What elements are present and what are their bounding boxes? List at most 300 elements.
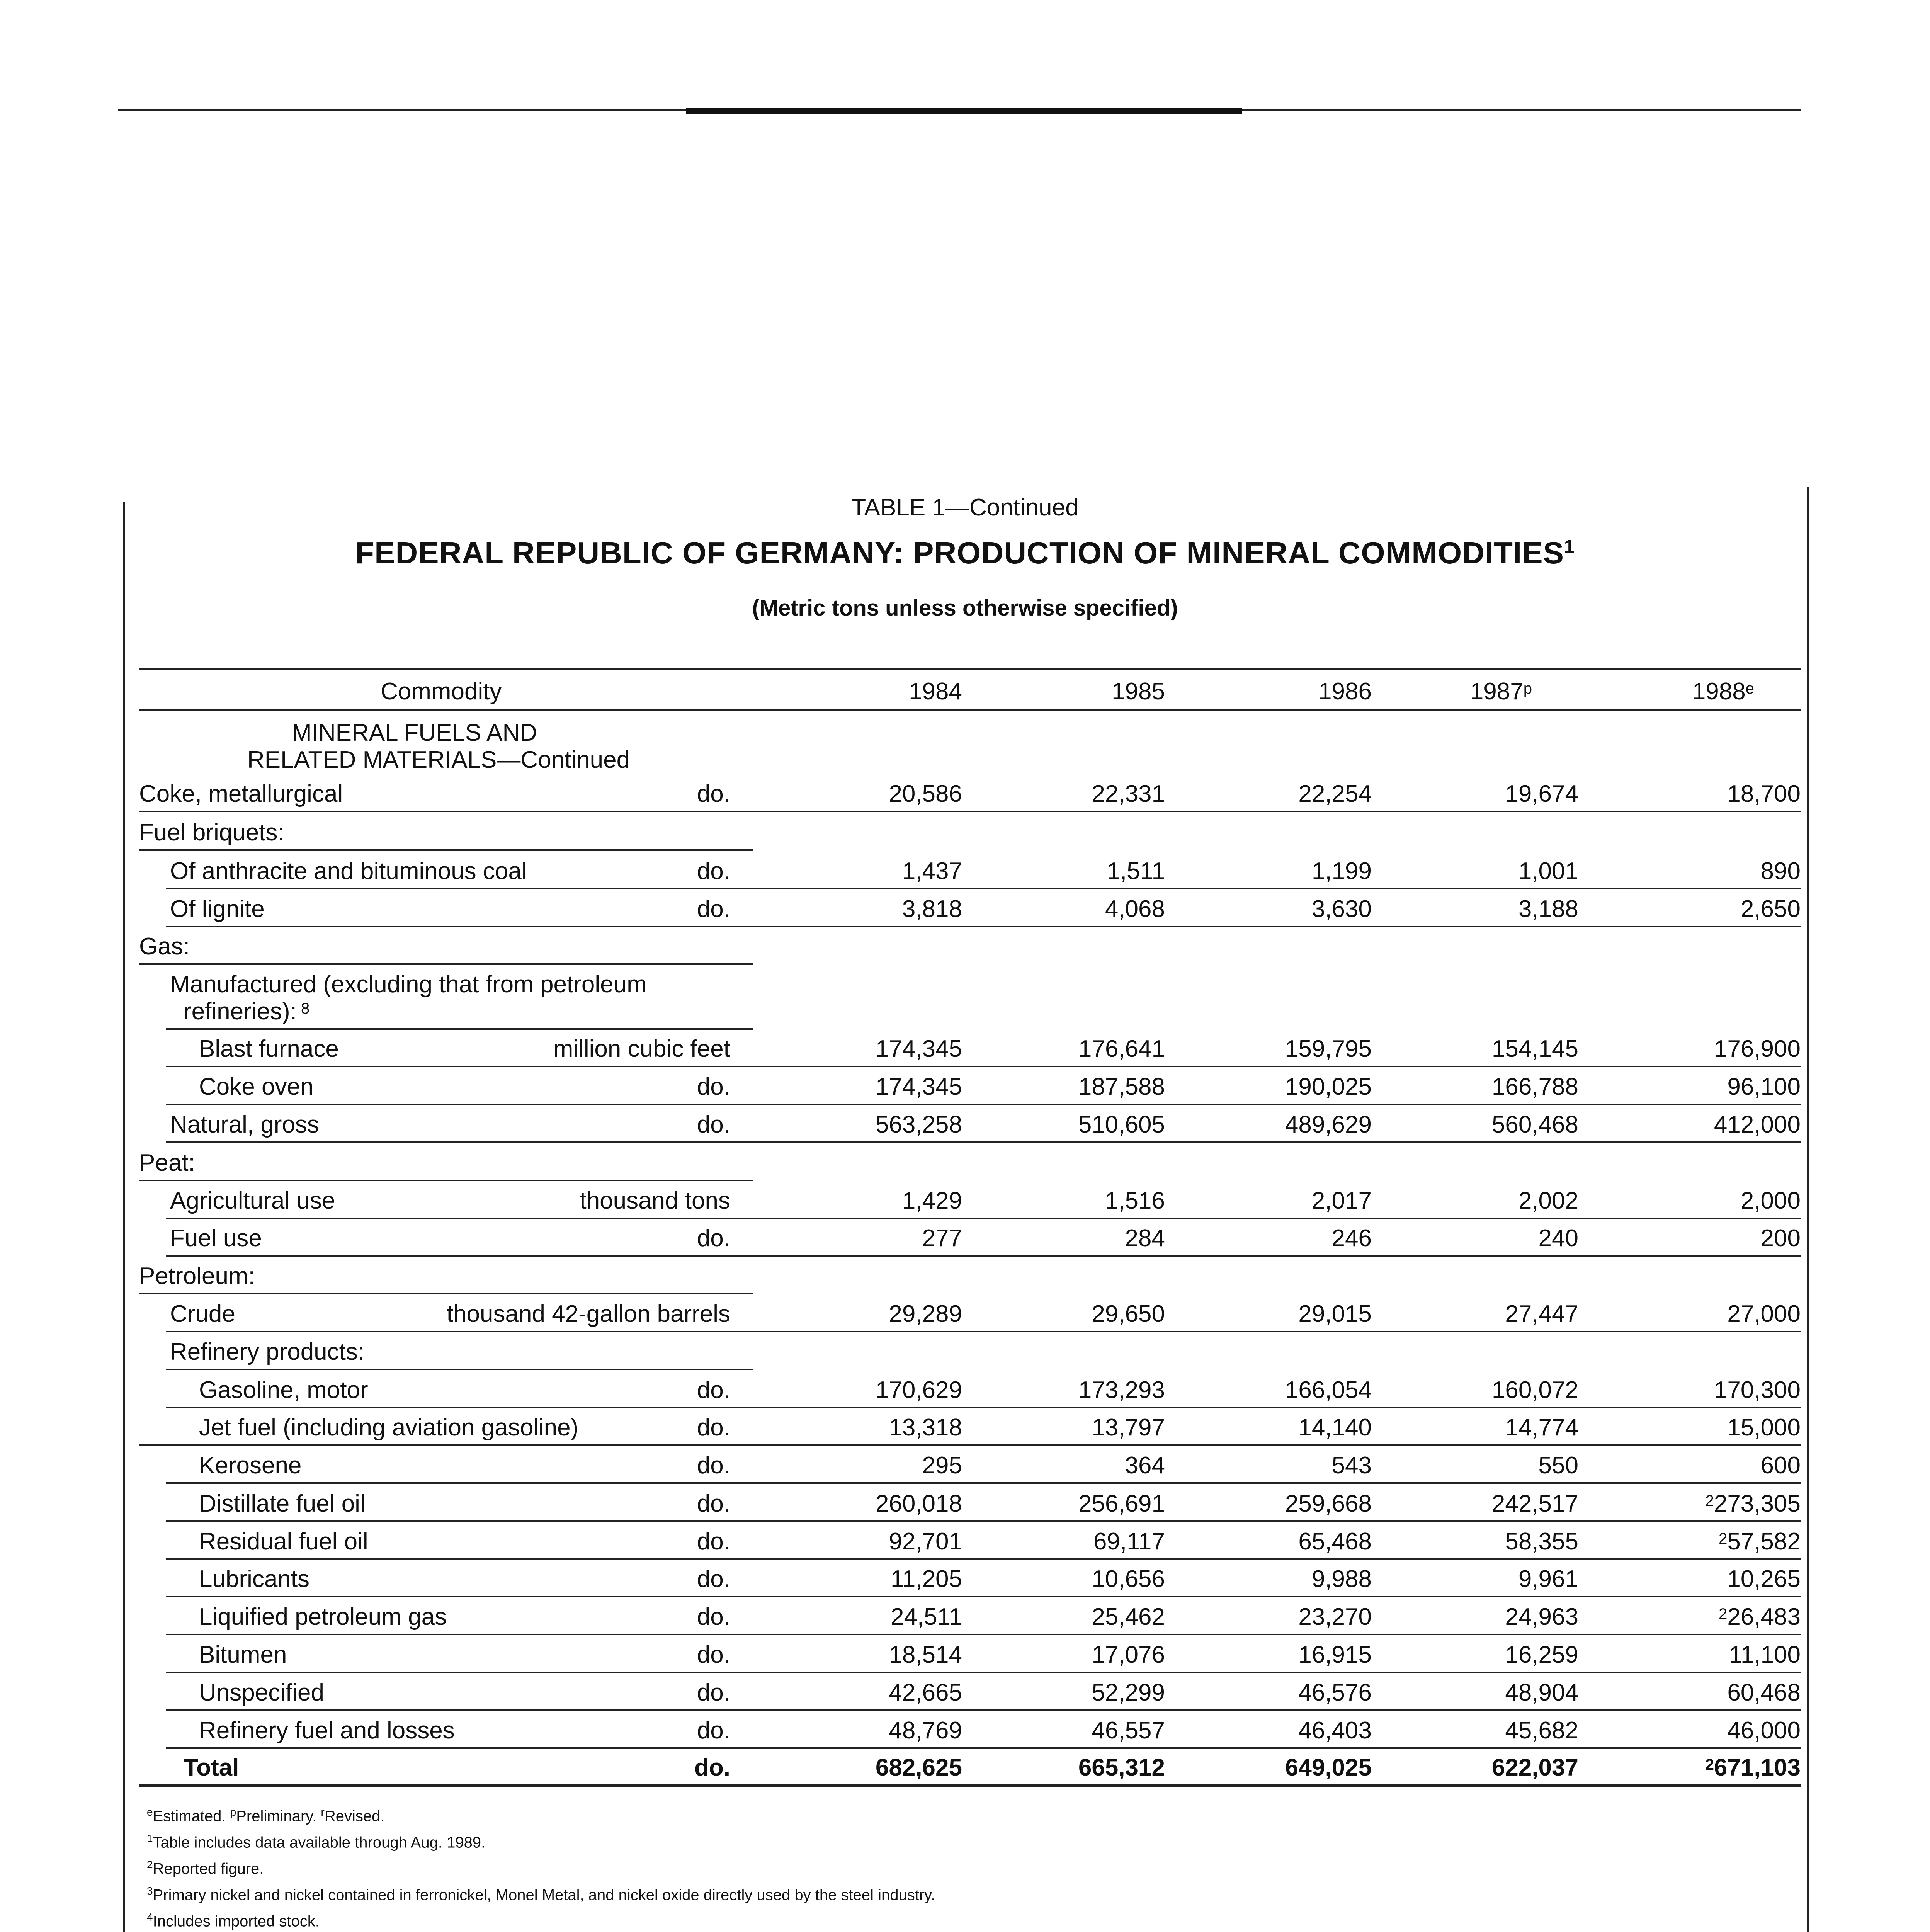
row-label	[199, 1452, 301, 1479]
cell-value	[1209, 1187, 1372, 1214]
footnote-text: Includes imported stock.	[153, 1913, 320, 1930]
cell-value	[1638, 1452, 1801, 1479]
cell-value-text: 671,103	[1714, 1754, 1801, 1781]
cell-value	[1416, 1754, 1578, 1781]
cell-value-text: 622,037	[1491, 1754, 1578, 1781]
cell-value	[1209, 858, 1372, 885]
row-rule	[166, 1520, 1801, 1522]
footnote-text: Preliminary.	[236, 1808, 321, 1825]
footnote-text: Primary nickel and nickel contained in ferronickel, Monel Metal, and nickel oxide directly used by the steel industry.	[153, 1886, 935, 1904]
cell-value-text: 166,788	[1491, 1073, 1578, 1100]
cell-value-text: 46,576	[1298, 1679, 1372, 1706]
row-rule	[166, 1331, 1801, 1332]
row-rule	[166, 1558, 1801, 1560]
cell-value	[1416, 1566, 1578, 1593]
row-rule	[166, 926, 1801, 927]
row-unit: thousand 42-gallon barrels	[446, 1301, 730, 1327]
cell-value-text: 260,018	[875, 1490, 962, 1517]
cell-value	[1638, 1225, 1801, 1252]
cell-value-text: 277	[922, 1225, 962, 1252]
cell-value-text: 600	[1760, 1452, 1801, 1479]
row-rule	[166, 1141, 1801, 1143]
year-header	[800, 678, 962, 705]
year-header-text: 1986	[1318, 678, 1372, 705]
footnote-mark: 2	[1719, 1605, 1728, 1622]
cell-value-text: 890	[1760, 858, 1801, 884]
year-status-mark: e	[1745, 680, 1754, 697]
cell-value-text: 58,355	[1505, 1528, 1578, 1555]
footnote-mark: 1	[147, 1832, 153, 1844]
row-rule	[139, 1293, 753, 1294]
cell-value	[800, 1528, 962, 1555]
row-label	[170, 1111, 319, 1138]
cell-value	[1209, 1528, 1372, 1555]
cell-value	[1416, 1414, 1578, 1441]
cell-value-text: 17,076	[1092, 1641, 1165, 1668]
cell-value	[1003, 1604, 1165, 1631]
footnote-text: Table includes data available through Aug. 1989.	[153, 1834, 486, 1851]
cell-value	[1003, 1566, 1165, 1593]
cell-value-text: 154,145	[1491, 1036, 1578, 1062]
cell-value	[800, 1036, 962, 1063]
cell-value	[1003, 1754, 1165, 1781]
cell-value	[1638, 1528, 1801, 1555]
row-rule	[166, 1066, 1801, 1067]
cell-value	[1209, 1377, 1372, 1404]
cell-value-text: 9,988	[1311, 1566, 1372, 1592]
cell-value	[1209, 1717, 1372, 1744]
cell-value-text: 174,345	[875, 1036, 962, 1062]
cell-value	[1209, 1641, 1372, 1668]
cell-value-text: 246	[1331, 1225, 1372, 1252]
row-unit: million cubic feet	[553, 1036, 730, 1062]
row-label-text: Crude	[170, 1301, 235, 1327]
cell-value-text: 92,701	[889, 1528, 962, 1555]
cell-value-text: 19,674	[1505, 781, 1578, 807]
year-status-mark: p	[1523, 680, 1532, 697]
row-rule	[166, 1255, 1801, 1257]
cell-value	[1416, 1528, 1578, 1555]
cell-value	[800, 1490, 962, 1517]
cell-value	[1638, 1111, 1801, 1138]
cell-value	[1638, 1754, 1801, 1781]
cell-value	[1416, 1111, 1578, 1138]
cell-value-text: 46,557	[1092, 1717, 1165, 1744]
cell-value-text: 27,447	[1505, 1301, 1578, 1327]
cell-value-text: 2,017	[1311, 1187, 1372, 1214]
row-label	[139, 1150, 195, 1177]
row-unit: do.	[697, 1377, 730, 1403]
cell-value-text: 46,000	[1727, 1717, 1801, 1744]
row-unit: do.	[697, 1073, 730, 1100]
row-label-text: Residual fuel oil	[199, 1528, 368, 1555]
cell-value-text: 412,000	[1714, 1111, 1801, 1138]
cell-value-text: 29,289	[889, 1301, 962, 1327]
cell-value-text: 14,140	[1298, 1414, 1372, 1441]
cell-value-text: 10,265	[1727, 1566, 1801, 1592]
row-label-text: Of lignite	[170, 896, 265, 922]
left-margin-line	[123, 502, 125, 1932]
row-label-text: Fuel briquets:	[139, 819, 284, 846]
cell-value	[800, 1111, 962, 1138]
row-rule	[166, 1596, 1801, 1597]
cell-value-text: 46,403	[1298, 1717, 1372, 1744]
cell-value	[1003, 1187, 1165, 1214]
cell-value	[1416, 781, 1578, 808]
row-label	[199, 1036, 339, 1063]
cell-value	[800, 1604, 962, 1631]
row-label-text: Agricultural use	[170, 1187, 335, 1214]
row-label-text: Coke, metallurgical	[139, 781, 343, 807]
cell-value-text: 240	[1538, 1225, 1578, 1252]
cell-value-text: 96,100	[1727, 1073, 1801, 1100]
cell-value	[1003, 1301, 1165, 1328]
row-label	[199, 1073, 313, 1100]
cell-value-text: 60,468	[1727, 1679, 1801, 1706]
cell-value	[1003, 1490, 1165, 1517]
row-unit: do.	[697, 1490, 730, 1517]
row-rule	[166, 1104, 1801, 1105]
row-unit: do.	[697, 1225, 730, 1252]
row-unit: do.	[697, 1414, 730, 1441]
cell-value-text: 11,100	[1729, 1641, 1801, 1668]
cell-value-text: 24,511	[890, 1604, 962, 1630]
cell-value	[1416, 1377, 1578, 1404]
row-label	[199, 1641, 287, 1668]
row-rule	[166, 1634, 1801, 1635]
cell-value	[1638, 1414, 1801, 1441]
cell-value-text: 26,483	[1727, 1604, 1801, 1630]
table-title	[0, 535, 1930, 571]
footnote-mark: 8	[296, 1000, 310, 1017]
row-unit: do.	[697, 1566, 730, 1592]
row-label-text: Unspecified	[199, 1679, 324, 1706]
cell-value	[1209, 1604, 1372, 1631]
cell-value-text: 18,700	[1727, 781, 1801, 807]
footnote	[147, 1908, 320, 1931]
cell-value	[800, 1754, 962, 1781]
row-label-text: Petroleum:	[139, 1263, 255, 1289]
row-label-text: refineries):	[184, 998, 297, 1025]
cell-value	[1638, 1641, 1801, 1668]
cell-value-text: 23,270	[1298, 1604, 1372, 1630]
row-label	[199, 1377, 368, 1404]
cell-value	[800, 1187, 962, 1214]
row-unit: do.	[697, 781, 730, 807]
row-rule	[166, 1028, 753, 1030]
row-label	[170, 1338, 364, 1366]
cell-value	[1209, 1452, 1372, 1479]
cell-value-text: 560,468	[1491, 1111, 1578, 1138]
year-header-text: 1987	[1470, 678, 1524, 705]
table-title-text: FEDERAL REPUBLIC OF GERMANY: PRODUCTION OF MINERAL COMMODITIES	[355, 536, 1564, 570]
row-label	[199, 1490, 366, 1517]
cell-value	[1003, 858, 1165, 885]
cell-value-text: 563,258	[875, 1111, 962, 1138]
cell-value-text: 65,468	[1298, 1528, 1372, 1555]
cell-value-text: 42,665	[889, 1679, 962, 1706]
row-label	[170, 1301, 235, 1328]
cell-value	[800, 1377, 962, 1404]
cell-value	[1638, 781, 1801, 808]
cell-value	[1003, 1111, 1165, 1138]
cell-value-text: 24,963	[1505, 1604, 1578, 1630]
row-rule	[139, 1180, 753, 1181]
cell-value-text: 22,254	[1298, 781, 1372, 807]
row-unit: do.	[697, 896, 730, 922]
cell-value-text: 3,818	[902, 896, 962, 922]
footnote	[147, 1881, 935, 1905]
cell-value	[800, 1679, 962, 1706]
header-top-rule	[139, 668, 1801, 670]
cell-value	[1416, 858, 1578, 885]
cell-value	[800, 1301, 962, 1328]
row-rule	[166, 1407, 1801, 1408]
cell-value	[1638, 1490, 1801, 1517]
row-label	[199, 1528, 368, 1555]
cell-value-text: 160,072	[1491, 1377, 1578, 1403]
cell-value	[1416, 1604, 1578, 1631]
row-label-text: Coke oven	[199, 1073, 314, 1100]
cell-value	[1003, 1377, 1165, 1404]
row-unit: do.	[697, 1452, 730, 1479]
row-unit: do.	[697, 1679, 730, 1706]
cell-value	[1638, 1301, 1801, 1328]
year-header-text: 1984	[909, 678, 962, 705]
cell-value	[1003, 1717, 1165, 1744]
cell-value	[1209, 1111, 1372, 1138]
footnote-mark: 2	[1705, 1492, 1714, 1509]
footnote-mark: p	[230, 1806, 236, 1818]
row-label-text: Gas:	[139, 933, 190, 960]
year-header	[1370, 678, 1532, 705]
cell-value	[1638, 1073, 1801, 1100]
cell-value	[1416, 1490, 1578, 1517]
cell-value-text: 284	[1125, 1225, 1165, 1252]
cell-value-text: 29,015	[1298, 1301, 1372, 1327]
cell-value-text: 2,650	[1740, 896, 1801, 922]
row-label	[170, 1225, 262, 1252]
cell-value-text: 170,629	[875, 1377, 962, 1403]
row-label-text: Gasoline, motor	[199, 1377, 368, 1403]
year-header	[1003, 678, 1165, 705]
row-label	[170, 1187, 335, 1214]
cell-value-text: 15,000	[1727, 1414, 1801, 1441]
cell-value-text: 174,345	[875, 1073, 962, 1100]
cell-value-text: 159,795	[1285, 1036, 1372, 1062]
cell-value-text: 4,068	[1105, 896, 1165, 922]
cell-value	[1003, 1225, 1165, 1252]
footnote-mark: 3	[147, 1885, 153, 1897]
cell-value	[1003, 1641, 1165, 1668]
cell-value-text: 22,331	[1092, 781, 1165, 807]
cell-value-text: 57,582	[1727, 1528, 1801, 1555]
row-label	[184, 1754, 239, 1781]
cell-value	[1416, 1073, 1578, 1100]
cell-value	[1003, 1452, 1165, 1479]
cell-value	[800, 1225, 962, 1252]
header-bottom-rule	[139, 709, 1801, 711]
cell-value-text: 10,656	[1092, 1566, 1165, 1592]
cell-value-text: 25,462	[1092, 1604, 1165, 1630]
cell-value	[800, 858, 962, 885]
cell-value	[800, 1073, 962, 1100]
row-label-text: Blast furnace	[199, 1036, 339, 1062]
year-header-text: 1985	[1112, 678, 1165, 705]
cell-value-text: 259,668	[1285, 1490, 1372, 1517]
cell-value	[1638, 896, 1801, 923]
row-label-text: Of anthracite and bituminous coal	[170, 858, 527, 884]
commodity-header: Commodity	[381, 678, 502, 705]
row-rule	[139, 963, 753, 965]
cell-value	[1003, 1528, 1165, 1555]
cell-value	[1209, 1225, 1372, 1252]
row-rule	[166, 1218, 1801, 1219]
cell-value	[1003, 781, 1165, 808]
cell-value-text: 1,199	[1311, 858, 1372, 884]
row-label-text: Natural, gross	[170, 1111, 319, 1138]
cell-value	[800, 1452, 962, 1479]
table-subtitle: (Metric tons unless otherwise specified)	[752, 595, 1178, 621]
row-unit: do.	[694, 1754, 730, 1781]
cell-value-text: 176,641	[1078, 1036, 1165, 1062]
cell-value-text: 13,797	[1092, 1414, 1165, 1441]
cell-value-text: 48,904	[1505, 1679, 1578, 1706]
footnote-mark: e	[147, 1806, 153, 1818]
cell-value-text: 1,001	[1518, 858, 1578, 884]
row-unit: do.	[697, 1717, 730, 1744]
cell-value-text: 273,305	[1714, 1490, 1801, 1517]
row-rule	[166, 1369, 753, 1370]
year-header	[1209, 678, 1372, 705]
cell-value	[1416, 1717, 1578, 1744]
row-unit: do.	[697, 858, 730, 884]
row-rule	[139, 1444, 1801, 1446]
cell-value-text: 2,000	[1740, 1187, 1801, 1214]
row-rule	[166, 1747, 1801, 1749]
footnote-mark: 2	[1719, 1530, 1728, 1547]
cell-value-text: 173,293	[1078, 1377, 1165, 1403]
year-header-text: 1988	[1692, 678, 1746, 705]
footnote-mark: 2	[147, 1859, 153, 1871]
cell-value-text: 364	[1125, 1452, 1165, 1479]
cell-value	[1003, 1679, 1165, 1706]
cell-value-text: 3,188	[1518, 896, 1578, 922]
row-label-text: Refinery products:	[170, 1338, 365, 1365]
cell-value	[1638, 1566, 1801, 1593]
row-label-text: Fuel use	[170, 1225, 262, 1252]
row-label	[170, 896, 265, 923]
row-label-text: Peat:	[139, 1150, 195, 1176]
cell-value	[1416, 1641, 1578, 1668]
cell-value	[1638, 858, 1801, 885]
cell-value	[1003, 896, 1165, 923]
cell-value	[1638, 1679, 1801, 1706]
cell-value	[1003, 1414, 1165, 1441]
cell-value	[1416, 1301, 1578, 1328]
cell-value-text: 11,205	[890, 1566, 962, 1592]
cell-value-text: 489,629	[1285, 1111, 1372, 1138]
row-label-text: Manufactured (excluding that from petroleum	[170, 971, 647, 998]
cell-value-text: 1,437	[902, 858, 962, 884]
cell-value-text: 1,429	[902, 1187, 962, 1214]
footnote-text: Revised.	[324, 1808, 385, 1825]
row-label-text: Bitumen	[199, 1641, 287, 1668]
footnote-text: Estimated.	[153, 1808, 230, 1825]
year-header	[1592, 678, 1754, 705]
cell-value	[800, 896, 962, 923]
cell-value	[1638, 1604, 1801, 1631]
cell-value-text: 166,054	[1285, 1377, 1372, 1403]
cell-value-text: 543	[1331, 1452, 1372, 1479]
footnote-text: Reported figure.	[153, 1860, 264, 1878]
row-label	[139, 933, 190, 960]
cell-value-text: 27,000	[1727, 1301, 1801, 1327]
row-rule	[166, 1482, 1801, 1484]
cell-value-text: 187,588	[1078, 1073, 1165, 1100]
cell-value-text: 13,318	[889, 1414, 962, 1441]
cell-value	[1416, 896, 1578, 923]
cell-value-text: 52,299	[1092, 1679, 1165, 1706]
row-label-text: Distillate fuel oil	[199, 1490, 366, 1517]
row-label	[139, 819, 284, 846]
cell-value	[1209, 1566, 1372, 1593]
cell-value-text: 45,682	[1505, 1717, 1578, 1744]
footnote-mark: r	[321, 1806, 325, 1818]
cell-value-text: 665,312	[1078, 1754, 1165, 1781]
cell-value-text: 3,630	[1311, 896, 1372, 922]
cell-value	[800, 1566, 962, 1593]
cell-value-text: 69,117	[1093, 1528, 1165, 1555]
cell-value-text: 550	[1538, 1452, 1578, 1479]
cell-value-text: 18,514	[889, 1641, 962, 1668]
top-rule-accent	[686, 108, 1242, 114]
row-label	[199, 1566, 309, 1593]
cell-value-text: 176,900	[1714, 1036, 1801, 1062]
row-label	[139, 781, 343, 808]
row-unit: do.	[697, 1604, 730, 1630]
row-label	[199, 1679, 324, 1706]
cell-value	[1638, 1377, 1801, 1404]
cell-value-text: 295	[922, 1452, 962, 1479]
cell-value	[1209, 1679, 1372, 1706]
section-heading-line: MINERAL FUELS AND	[292, 719, 537, 746]
row-unit: do.	[697, 1641, 730, 1668]
title-footnote-mark: 1	[1564, 536, 1575, 557]
footnote	[147, 1829, 485, 1852]
footnote-mark: 2	[1705, 1756, 1714, 1773]
row-label	[184, 998, 309, 1025]
cell-value	[1416, 1452, 1578, 1479]
cell-value	[1003, 1073, 1165, 1100]
row-rule	[139, 811, 1801, 812]
cell-value-text: 1,516	[1105, 1187, 1165, 1214]
row-label-text: Liquified petroleum gas	[199, 1604, 447, 1630]
row-label-text: Lubricants	[199, 1566, 310, 1592]
cell-value-text: 16,915	[1298, 1641, 1372, 1668]
cell-value	[800, 1641, 962, 1668]
cell-value	[1638, 1717, 1801, 1744]
row-label-text: Refinery fuel and losses	[199, 1717, 455, 1744]
section-heading-line: RELATED MATERIALS—Continued	[247, 747, 630, 773]
cell-value	[1209, 896, 1372, 923]
row-label	[170, 971, 647, 998]
row-unit: do.	[697, 1111, 730, 1138]
cell-value-text: 14,774	[1505, 1414, 1578, 1441]
cell-value	[1209, 1073, 1372, 1100]
cell-value-text: 48,769	[889, 1717, 962, 1744]
right-margin-line	[1807, 487, 1809, 1932]
